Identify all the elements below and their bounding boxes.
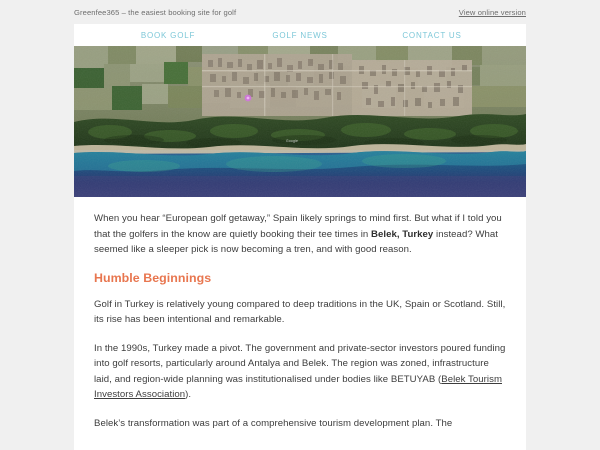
intro-paragraph xyxy=(94,211,506,258)
map-attribution-watermark: Google xyxy=(286,139,299,143)
intro-text-part-2: instead? What seemed like a sleeper pick is now becoming a tren, and with good reason. xyxy=(94,228,499,255)
hero-image-graphic xyxy=(74,46,526,197)
paragraph-3-text-part-1: In the 1990s, Turkey made a pivot. The government and private-sector investors poured funding into golf resorts, particularly around Antalya and Belek. The region was zoned, infrastructure laid, and region-wide planning was institutionalised under bodies like BETUYAB ( xyxy=(94,342,506,385)
email-container xyxy=(74,24,526,450)
nav-item-golf-news[interactable]: GOLF NEWS xyxy=(272,30,328,40)
paragraph-belek-transformation: Belek’s transformation was part of a comprehensive tourism development plan. The xyxy=(94,417,453,429)
view-online-version-link[interactable]: View online version xyxy=(458,7,526,17)
betuyab-association-link[interactable]: Belek Tourism Investors Association xyxy=(94,373,502,400)
paragraph-3-text-part-2: ). xyxy=(185,389,192,400)
section-heading-humble-beginnings: Humble Beginnings xyxy=(94,270,212,285)
nav-item-book-golf[interactable]: BOOK GOLF xyxy=(140,30,196,40)
preheader-bar xyxy=(0,0,600,24)
email-navigation xyxy=(74,24,526,46)
nav-item-contact-us[interactable]: CONTACT US xyxy=(402,30,462,40)
preheader-tagline: Greenfee365 – the easiest booking site for golf xyxy=(74,7,237,17)
article-content xyxy=(74,197,526,431)
intro-bold-destination: Belek, Turkey xyxy=(370,228,434,240)
paragraph-golf-turkey-young: Golf in Turkey is relatively young compared to deep traditions in the UK, Spain or Scotland. Still, its rise has been intentional and remarkable. xyxy=(94,298,506,325)
hero-satellite-image xyxy=(74,46,526,197)
intro-text-part-1: When you hear “European golf getaway,” Spain likely springs to mind first. But what if I told you that the golfers in the know are quietly booking their tee times in xyxy=(94,213,502,240)
paragraph-1990s-pivot xyxy=(94,341,506,403)
